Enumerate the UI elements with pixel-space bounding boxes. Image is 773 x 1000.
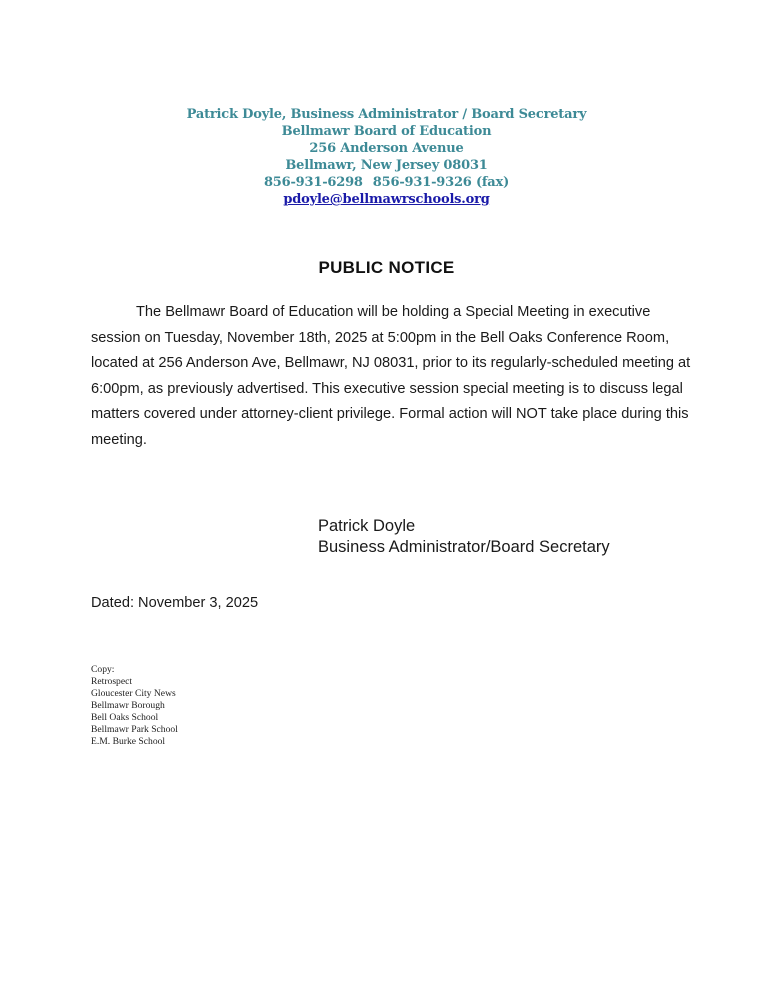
letterhead-email-line <box>0 191 773 208</box>
letterhead-fax: 856-931-9326 (fax) <box>372 175 510 190</box>
signature-block <box>318 516 610 558</box>
list-item: Bellmawr Park School <box>91 724 178 735</box>
letterhead-name-title: Patrick Doyle, Business Administrator / Board Secretary <box>186 107 587 122</box>
notice-body: The Bellmawr Board of Education will be holding a Special Meeting in executive session on Tuesday, November 18th, 2025 at 5:00pm in the Bell Oaks Conference Room, located at 256 Anderson Ave, Bellmawr, NJ 08031, prior to its regularly-scheduled meeting at 6:00pm, as previously advertised. This executive session special meeting is to discuss legal matters covered under attorney-client privilege. Formal action will NOT take place during this meeting. <box>91 304 691 448</box>
letterhead-city-state-zip: Bellmawr, New Jersey 08031 <box>285 158 488 173</box>
email-link[interactable]: pdoyle@bellmawrschools.org <box>283 192 490 207</box>
copy-label: Copy: <box>91 664 115 675</box>
letterhead-organization: Bellmawr Board of Education <box>281 124 492 139</box>
list-item: Bell Oaks School <box>91 712 159 723</box>
signature-name: Patrick Doyle <box>318 517 416 535</box>
letterhead-phone: 856-931-6298 <box>263 175 363 190</box>
letterhead-street: 256 Anderson Avenue <box>309 141 464 156</box>
dated-line: Dated: November 3, 2025 <box>91 595 259 611</box>
list-item: Retrospect <box>91 676 133 687</box>
list-item: E.M. Burke School <box>91 736 166 747</box>
list-item: Bellmawr Borough <box>91 700 165 711</box>
signature-title: Business Administrator/Board Secretary <box>318 538 610 556</box>
copy-list <box>91 664 178 748</box>
letterhead-phones <box>0 174 773 191</box>
list-item: Gloucester City News <box>91 688 176 699</box>
letterhead <box>0 106 773 208</box>
page-title: PUBLIC NOTICE <box>318 258 455 277</box>
